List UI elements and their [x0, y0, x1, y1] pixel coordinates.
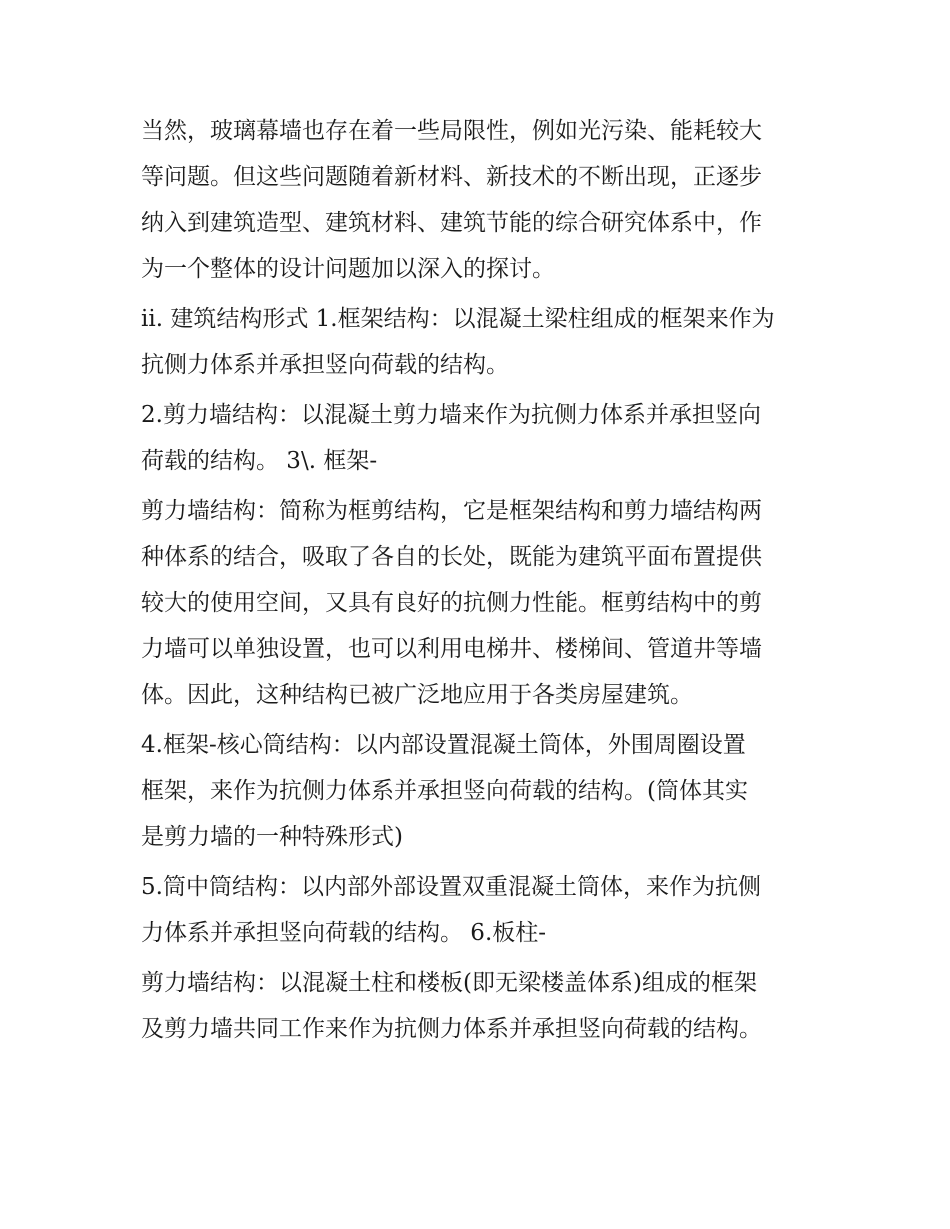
text-line: 力体系并承担竖向荷载的结构。 6.板柱-: [141, 920, 547, 946]
text-line: 体。因此，这种结构已被广泛地应用于各类房屋建筑。: [141, 682, 693, 708]
text-line: 种体系的结合，吸取了各自的长处，既能为建筑平面布置提供: [141, 544, 762, 570]
text-line: 较大的使用空间，又具有良好的抗侧力性能。框剪结构中的剪: [141, 590, 762, 616]
paragraph-frame-core-tube: [141, 722, 821, 860]
text-line: 剪力墙结构：以混凝土柱和楼板(即无梁楼盖体系)组成的框架: [141, 970, 757, 996]
text-line: 是剪力墙的一种特殊形式): [141, 824, 403, 850]
paragraph-frame-shear-wall: [141, 488, 821, 718]
text-line: 及剪力墙共同工作来作为抗侧力体系并承担竖向荷载的结构。: [141, 1016, 762, 1042]
text-line: 为一个整体的设计问题加以深入的探讨。: [141, 256, 555, 282]
text-line: 框架，来作为抗侧力体系并承担竖向荷载的结构。(筒体其实: [141, 778, 748, 804]
text-line: 纳入到建筑造型、建筑材料、建筑节能的综合研究体系中，作: [141, 210, 762, 236]
text-line: 力墙可以单独设置，也可以利用电梯井、楼梯间、管道井等墙: [141, 636, 762, 662]
text-line: ii. 建筑结构形式 1.框架结构：以混凝土梁柱组成的框架来作为: [141, 306, 775, 332]
paragraph-frame-structure: [141, 296, 821, 388]
paragraph-glass-curtain-wall: [141, 108, 821, 292]
text-line: 2.剪力墙结构：以混凝土剪力墙来作为抗侧力体系并承担竖向: [141, 402, 761, 428]
text-line: 等问题。但这些问题随着新材料、新技术的不断出现，正逐步: [141, 164, 762, 190]
paragraph-slab-column-shear-wall: [141, 960, 821, 1052]
paragraph-tube-in-tube: [141, 864, 821, 956]
text-line: 荷载的结构。 3\. 框架-: [141, 448, 378, 474]
text-line: 当然，玻璃幕墙也存在着一些局限性，例如光污染、能耗较大: [141, 118, 762, 144]
text-line: 4.框架-核心筒结构：以内部设置混凝土筒体，外围周圈设置: [141, 732, 746, 758]
paragraph-shear-wall-structure: [141, 392, 821, 484]
text-line: 剪力墙结构：简称为框剪结构，它是框架结构和剪力墙结构两: [141, 498, 762, 524]
body-text: [141, 108, 821, 1052]
text-line: 5.筒中筒结构：以内部外部设置双重混凝土筒体，来作为抗侧: [141, 874, 761, 900]
text-line: 抗侧力体系并承担竖向荷载的结构。: [141, 352, 509, 378]
